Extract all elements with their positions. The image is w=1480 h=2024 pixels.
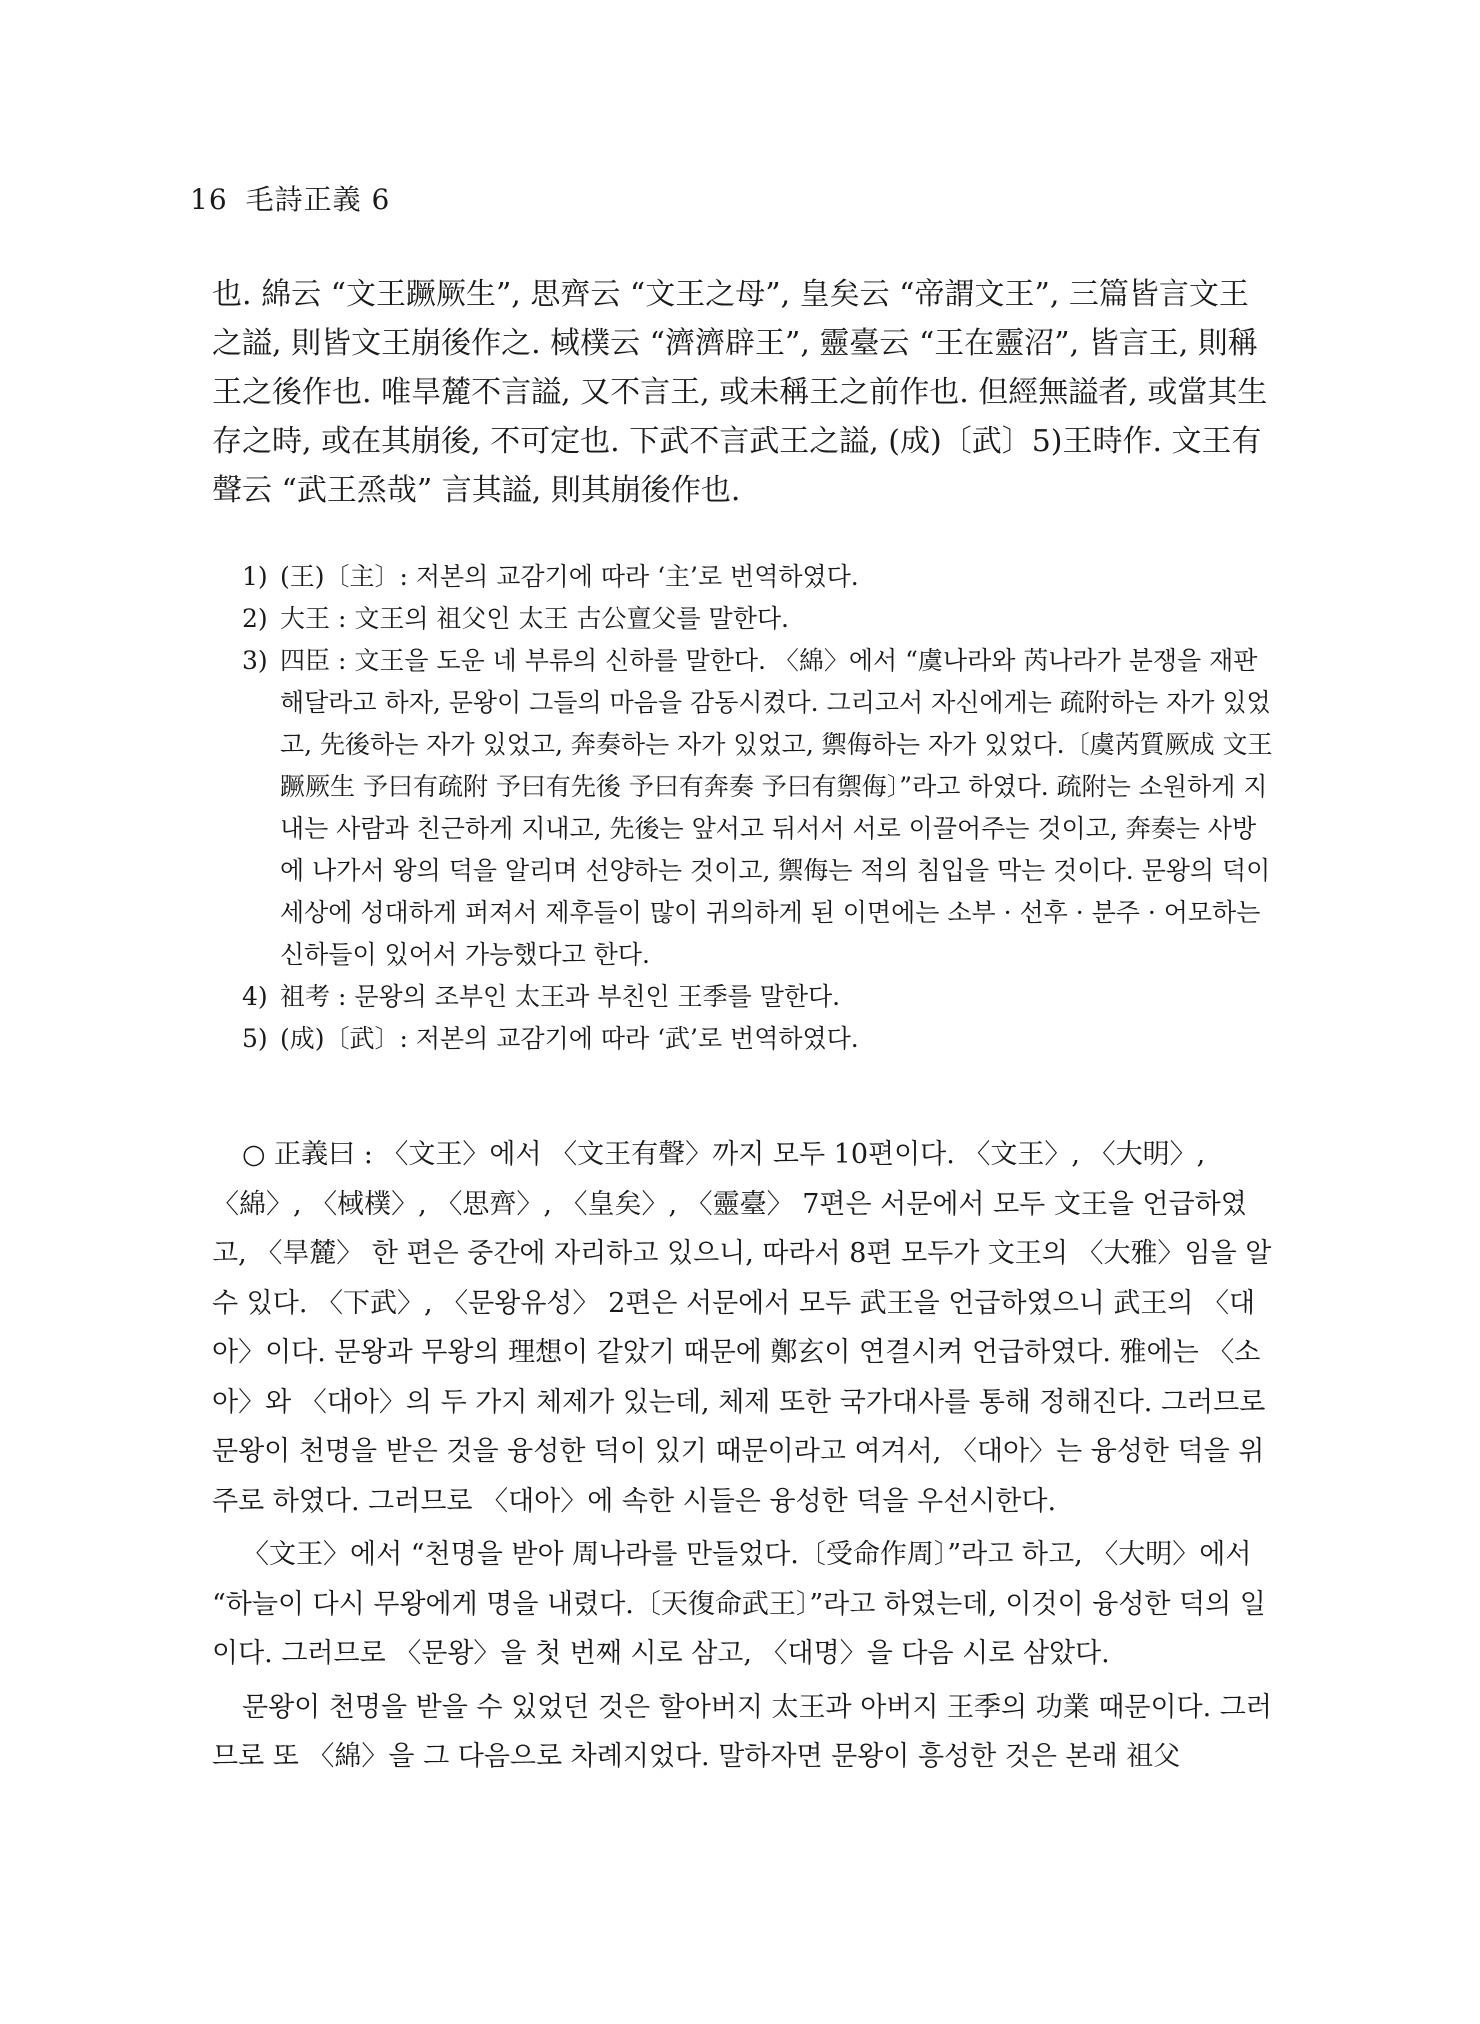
footnote-number: 4) (242, 982, 268, 1011)
korean-translation (212, 1130, 1278, 1786)
footnotes (242, 556, 1278, 1060)
translation-paragraph-2: 〈文王〉에서 “천명을 받아 周나라를 만들었다.〔受命作周〕”라고 하고, 〈大明〉에서 “하늘이 다시 무왕에게 명을 내렸다.〔天復命武王〕”라고 하였는데, 이것이 융성한 덕의 일이다. 그러므로 〈문왕〉을 첫 번째 시로 삼고, 〈대명〉을 다음 시로 삼았다. (212, 1539, 1266, 1669)
footnote-text: 大王 : 文王의 祖父인 太王 古公亶父를 말한다. (280, 604, 789, 633)
footnote-number: 1) (242, 562, 268, 591)
translation-paragraph-1: ○ 正義曰 : 〈文王〉에서 〈文王有聲〉까지 모두 10편이다. 〈文王〉, 〈大明〉, 〈綿〉, 〈棫樸〉, 〈思齊〉, 〈皇矣〉, 〈靈臺〉 7편은 서문에서 모두 文王을 언급하였고, 〈旱麓〉 한 편은 중간에 자리하고 있으니, 따라서 8편 모두가 文王의 〈大雅〉임을 알 수 있다. 〈下武〉, 〈문왕유성〉 2편은 서문에서 모두 武王을 언급하였으니 武王의 〈대아〉이다. 문왕과 무왕의 理想이 같았기 때문에 鄭玄이 연결시켜 언급하였다. 雅에는 〈소아〉와 〈대아〉의 두 가지 체제가 있는데, 체제 또한 국가대사를 통해 정해진다. 그러므로 문왕이 천명을 받은 것을 융성한 덕이 있기 때문이라고 여겨서, 〈대아〉는 융성한 덕을 위주로 하였다. 그러므로 〈대아〉에 속한 시들은 융성한 덕을 우선시한다. (212, 1139, 1272, 1517)
running-header (190, 178, 390, 218)
footnote-3 (242, 640, 1278, 976)
footnote-text: 四臣 : 文王을 도운 네 부류의 신하를 말한다. 〈綿〉에서 “虞나라와 芮나라가 분쟁을 재판해달라고 하자, 문왕이 그들의 마음을 감동시켰다. 그리고서 자신에게는 疏附하는 자가 있었고, 先後하는 자가 있었고, 奔奏하는 자가 있었고, 禦侮하는 자가 있었다.〔虞芮質厥成 文王蹶厥生 予曰有疏附 予曰有先後 予曰有奔奏 予曰有禦侮〕”라고 하였다. 疏附는 소원하게 지내는 사람과 친근하게 지내고, 先後는 앞서고 뒤서서 서로 이끌어주는 것이고, 奔奏는 사방에 나가서 왕의 덕을 알리며 선양하는 것이고, 禦侮는 적의 침입을 막는 것이다. 문왕의 덕이 세상에 성대하게 퍼져서 제후들이 많이 귀의하게 된 이면에는 소부 · 선후 · 분주 · 어모하는 신하들이 있어서 가능했다고 한다. (280, 646, 1273, 969)
footnote-number: 2) (242, 604, 268, 633)
footnote-number: 3) (242, 646, 268, 675)
footnote-2 (242, 598, 1278, 640)
footnote-text: 祖考 : 문왕의 조부인 太王과 부친인 王季를 말한다. (280, 982, 841, 1011)
main-paragraph: 也. 綿云 “文王蹶厥生”, 思齊云 “文王之母”, 皇矣云 “帝謂文王”, 三篇皆言文王之謚, 則皆文王崩後作之. 棫樸云 “濟濟辟王”, 靈臺云 “王在靈沼”, 皆言王, 則稱王之後作也. 唯旱麓不言謚, 又不言王, 或未稱王之前作也. 但經無謚者, 或當其生存之時, 或在其崩後, 不可定也. 下武不言武王之謚, (成)〔武〕5)王時作. 文王有聲云 “武王烝哉” 言其謚, 則其崩後作也. (212, 277, 1268, 508)
footnote-1 (242, 556, 1278, 598)
footnote-number: 5) (242, 1024, 268, 1053)
footnote-4 (242, 976, 1278, 1018)
footnote-5 (242, 1018, 1278, 1060)
footnote-text: (王)〔主〕: 저본의 교감기에 따라 ‘主’로 번역하였다. (280, 562, 859, 591)
classical-chinese-text (212, 270, 1278, 515)
page-number: 16 (190, 183, 228, 216)
footnote-text: (成)〔武〕: 저본의 교감기에 따라 ‘武’로 번역하였다. (280, 1024, 859, 1053)
translation-paragraph-3: 문왕이 천명을 받을 수 있었던 것은 할아버지 太王과 아버지 王季의 功業 때문이다. 그러므로 또 〈綿〉을 그 다음으로 차례지었다. 말하자면 문왕이 흥성한 것은 본래 祖父 (212, 1691, 1272, 1772)
book-title: 毛詩正義 6 (245, 183, 391, 216)
